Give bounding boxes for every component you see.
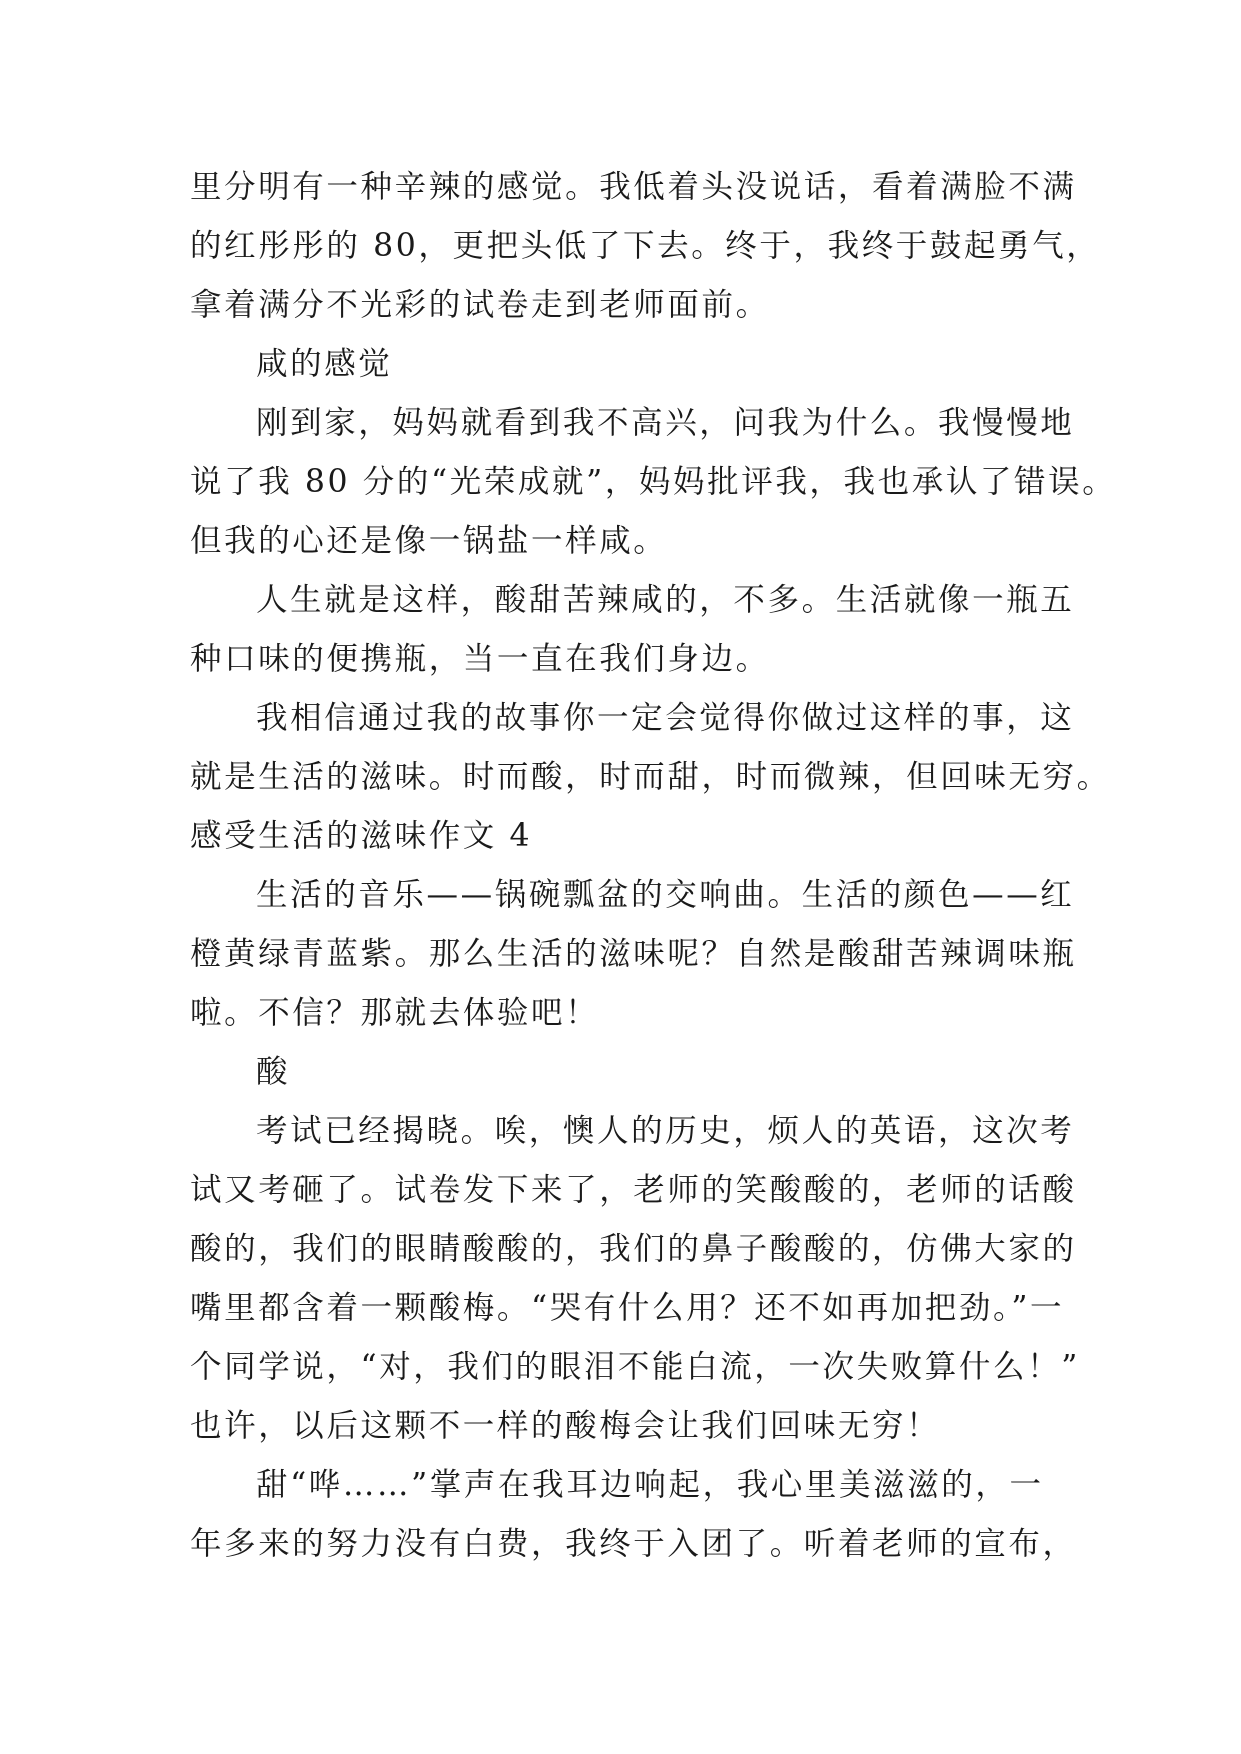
text-line: 说了我 80 分的“光荣成就”，妈妈批评我，我也承认了错误。	[190, 464, 1117, 500]
section-heading: 咸的感觉	[256, 346, 393, 382]
text-line: 嘴里都含着一颗酸梅。“哭有什么用？还不如再加把劲。”一	[190, 1290, 1065, 1326]
section-heading: 酸	[256, 1054, 291, 1090]
text-line: 就是生活的滋味。时而酸，时而甜，时而微辣，但回味无穷。	[190, 759, 1111, 795]
text-line: 的红彤彤的 80，更把头低了下去。终于，我终于鼓起勇气，	[190, 228, 1101, 264]
text-line: 我相信通过我的故事你一定会觉得你做过这样的事，这	[256, 700, 1075, 736]
text-line: 橙黄绿青蓝紫。那么生活的滋味呢？自然是酸甜苦辣调味瓶	[190, 936, 1077, 972]
text-line: 酸的，我们的眼睛酸酸的，我们的鼻子酸酸的，仿佛大家的	[190, 1231, 1077, 1267]
text-line: 考试已经揭晓。唉，懊人的历史，烦人的英语，这次考	[256, 1113, 1075, 1149]
text-line: 也许，以后这颗不一样的酸梅会让我们回味无穷！	[190, 1408, 941, 1444]
text-line: 种口味的便携瓶，当一直在我们身边。	[190, 641, 770, 677]
text-line: 里分明有一种辛辣的感觉。我低着头没说话，看着满脸不满	[190, 169, 1077, 205]
text-line: 拿着满分不光彩的试卷走到老师面前。	[190, 287, 770, 323]
document-page	[190, 158, 1117, 1574]
essay-title: 感受生活的滋味作文 4	[190, 818, 533, 854]
text-line: 啦。不信？那就去体验吧！	[190, 995, 600, 1031]
text-line: 年多来的努力没有白费，我终于入团了。听着老师的宣布，	[190, 1526, 1077, 1562]
text-line: 刚到家，妈妈就看到我不高兴，问我为什么。我慢慢地	[256, 405, 1075, 441]
text-line: 个同学说，“对，我们的眼泪不能白流，一次失败算什么！”	[190, 1349, 1080, 1385]
text-line: 生活的音乐——锅碗瓢盆的交响曲。生活的颜色——红	[256, 877, 1075, 913]
text-line: 但我的心还是像一锅盐一样咸。	[190, 523, 668, 559]
text-line: 试又考砸了。试卷发下来了，老师的笑酸酸的，老师的话酸	[190, 1172, 1077, 1208]
text-line: 人生就是这样，酸甜苦辣咸的，不多。生活就像一瓶五	[256, 582, 1075, 618]
text-line: 甜“哗……”掌声在我耳边响起，我心里美滋滋的，一	[256, 1467, 1044, 1503]
